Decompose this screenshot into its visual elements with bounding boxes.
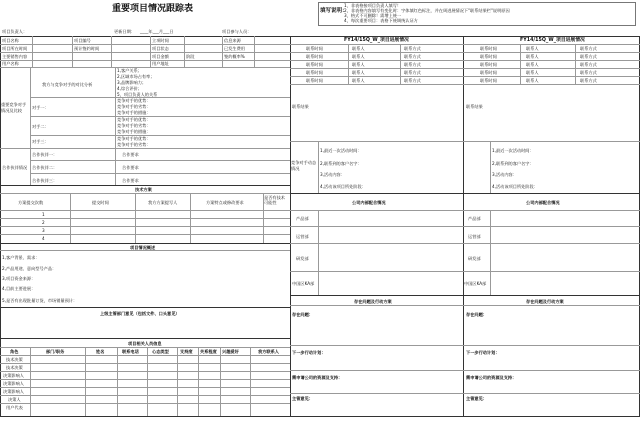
competitor-item: 3,品牌影响力；	[117, 80, 147, 85]
tech-col: 方案提交次数	[18, 200, 44, 205]
grid-line	[0, 193, 290, 194]
partner-item[interactable]: 合作伙伴二：	[32, 165, 58, 170]
period-col-time: 联系时间	[306, 54, 323, 59]
period-col-person: 联系人	[352, 78, 365, 83]
grid-line	[290, 393, 640, 394]
frame-line	[0, 36, 640, 37]
background-item[interactable]: 4,目前主要进展：	[2, 286, 36, 291]
coop-row: 产品部	[468, 216, 481, 221]
partner-req: 合作要求	[122, 165, 139, 170]
grid-line	[0, 44, 290, 45]
follow-item[interactable]: 3,活动内容：	[320, 172, 345, 177]
contact-role: 技术决策	[6, 357, 23, 362]
coop-row: 中国区KA部	[292, 281, 315, 286]
grid-line	[184, 36, 185, 67]
grid-line	[290, 141, 640, 142]
contact-role: 技术决策	[6, 365, 23, 370]
follow-item[interactable]: 2,联系到的客户名字：	[320, 161, 362, 166]
date-label: 更新日期：	[114, 29, 135, 34]
grid-line	[111, 36, 112, 67]
contacts-col: 姓名	[96, 349, 105, 354]
field-label: 已发生费用	[224, 46, 245, 51]
period-col-method: 联系方式	[404, 70, 421, 75]
grid-line	[30, 116, 290, 117]
competitor-item: 2,区域市场占有率；	[117, 74, 155, 79]
grid-line	[290, 52, 640, 53]
competitor-detail: 竞争对手的措施：	[117, 110, 151, 115]
competitor-item: 4,综合评价；	[117, 86, 142, 91]
tech-row: 1	[42, 212, 45, 217]
competitor-item: 1,客户关系；	[117, 68, 142, 73]
grid-line	[290, 44, 640, 45]
grid-line	[0, 403, 290, 404]
grid-line	[575, 44, 576, 84]
coop-row: 产品部	[296, 216, 309, 221]
grid-line	[348, 44, 349, 84]
grid-line	[0, 226, 290, 227]
field-label: 用户地址	[152, 61, 169, 66]
grid-line	[0, 52, 290, 53]
issues-support[interactable]: 需申请公司的资源及支持：	[466, 375, 517, 380]
period-col-method: 联系方式	[580, 54, 597, 59]
grid-line	[0, 379, 290, 380]
follow-item[interactable]: 3,活动内容：	[492, 172, 517, 177]
period-col-method: 联系方式	[404, 62, 421, 67]
follow-item[interactable]: 4,活动该项目所处阶段：	[492, 184, 538, 189]
tech-row: 2	[42, 220, 45, 225]
issues-lead[interactable]: 主管意见：	[466, 396, 487, 401]
field-label: 立项时间	[152, 38, 169, 43]
grid-line	[30, 160, 290, 161]
contacts-title: 项目相关人员信息	[128, 341, 162, 346]
owner-label[interactable]: 项目负责人：	[2, 29, 28, 34]
grid-line	[290, 305, 640, 306]
instruction-line: 4，每次重要项目：表格下统调统认证方	[344, 18, 418, 23]
grid-line	[30, 347, 31, 416]
period-col-person: 联系人	[526, 78, 539, 83]
coop-row: 研发部	[468, 256, 481, 261]
field-label: 项目所在时间	[2, 46, 28, 51]
issues-support[interactable]: 需申请公司的资源及支持：	[292, 375, 343, 380]
grid-line	[0, 307, 290, 308]
grid-line	[290, 76, 640, 77]
competitor-name[interactable]: 对手一：	[32, 105, 49, 110]
competitor-side-label: 重要竞争对手情况及比较	[1, 102, 27, 113]
coop-title: 公司内部配合情况	[526, 200, 560, 205]
tech-row: 3	[42, 228, 45, 233]
tech-col: 提交时间	[92, 200, 109, 205]
period-col-time: 联系时间	[480, 54, 497, 59]
period-col-person: 联系人	[352, 54, 365, 59]
grid-line	[147, 347, 148, 416]
field-label: 用户名称	[2, 61, 19, 66]
opinion-title: 上级主管部门意见（包括文件、口头意见）	[100, 311, 180, 316]
grid-line	[0, 363, 290, 364]
grid-line	[220, 347, 221, 416]
grid-line	[318, 210, 319, 295]
contact-role: 决策影响人	[3, 381, 24, 386]
grid-line	[290, 193, 640, 194]
grid-line	[0, 234, 290, 235]
coop-row: 运营部	[296, 234, 309, 239]
period-col-person: 联系人	[526, 70, 539, 75]
contact-role: 用户代表	[6, 405, 23, 410]
competitor-analysis: 我方与竞争对手的对比分析	[42, 82, 93, 87]
grid-line	[290, 370, 640, 371]
contacts-col: 心态类型	[152, 349, 169, 354]
grid-line	[177, 347, 178, 416]
issues-next[interactable]: 下一步行动计划：	[292, 350, 326, 355]
period-col-method: 联系方式	[580, 62, 597, 67]
period-col-person: 联系人	[352, 62, 365, 67]
grid-line	[0, 67, 290, 68]
contacts-col: 关系程度	[200, 349, 217, 354]
competitor-detail: 竞争对手的优势：	[117, 117, 151, 122]
field-label: 主要销售内容	[2, 54, 28, 59]
grid-line	[290, 295, 640, 296]
contact-role: 决策影响人	[3, 389, 24, 394]
field-label: 项目编号	[74, 38, 91, 43]
issues-problem[interactable]: 存在问题：	[466, 312, 487, 317]
instruction-line: 3，格式不可删除！需增上统一	[344, 13, 402, 18]
grid-line	[290, 226, 640, 227]
grid-line	[30, 173, 290, 174]
issues-title: 存在问题及行动方案	[354, 299, 392, 304]
grid-line	[72, 36, 73, 67]
grid-line	[0, 250, 290, 251]
grid-line	[520, 44, 521, 84]
grid-line	[115, 67, 116, 185]
period-col-method: 联系方式	[580, 78, 597, 83]
tech-col: 是否有技术可能性	[264, 195, 285, 205]
grid-line	[290, 68, 640, 69]
competitor-detail: 竞争对手的措施：	[117, 129, 151, 134]
contacts-col: 兴趣爱好	[222, 349, 239, 354]
grid-line	[0, 387, 290, 388]
grid-line	[32, 36, 33, 67]
period-col-method: 联系方式	[404, 46, 421, 51]
page-title: 重要项目情况跟踪表	[112, 4, 194, 14]
background-item[interactable]: 3,项目资金来源：	[2, 276, 36, 281]
coop-row: 研发部	[296, 256, 309, 261]
grid-line	[117, 347, 118, 416]
competitor-item: 5，项目负责人的关系	[117, 92, 158, 97]
period-col-time: 联系时间	[306, 62, 323, 67]
period-col-time: 联系时间	[306, 70, 323, 75]
period-col-time: 联系时间	[480, 78, 497, 83]
period-col-time: 联系时间	[480, 62, 497, 67]
grid-line	[0, 218, 290, 219]
competitor-detail: 竞争对手的劣势：	[117, 104, 151, 109]
competitor-name[interactable]: 对手二：	[32, 124, 49, 129]
participants-label[interactable]: 项目参与人员：	[222, 29, 252, 34]
tech-title: 技术方案	[135, 187, 152, 192]
field-label: 阶段	[186, 54, 195, 59]
field-label: 签约概率%	[224, 54, 245, 59]
instruction-line: 2，非表格内容填写有变化时：字体填红色标注，并在周进展情况下"联系结果栏"说明原因	[344, 8, 510, 13]
tech-col: 我方方案提写人	[148, 200, 178, 205]
background-item[interactable]: 2,产品用途、意向型号产品：	[2, 266, 57, 271]
contacts-col: 支持度	[180, 349, 193, 354]
period-col-time: 联系时间	[306, 78, 323, 83]
grid-line	[290, 84, 640, 85]
grid-line	[222, 36, 223, 67]
grid-line	[0, 347, 290, 348]
field-label: 项目状态	[152, 46, 169, 51]
partner-item[interactable]: 合作伙伴三：	[32, 178, 58, 183]
period-col-person: 联系人	[352, 46, 365, 51]
grid-line	[0, 60, 290, 61]
field-label: 项目金额	[152, 54, 169, 59]
period-col-time: 联系时间	[480, 46, 497, 51]
period-col-person: 联系人	[352, 70, 365, 75]
grid-line	[0, 395, 290, 396]
grid-line	[0, 243, 290, 244]
grid-line	[290, 243, 640, 244]
competitor-name[interactable]: 对手三：	[32, 139, 49, 144]
grid-line	[30, 97, 290, 98]
grid-line	[30, 135, 290, 136]
field-label: 预计签约时间	[74, 46, 100, 51]
partner-req: 合作要求	[122, 152, 139, 157]
grid-line	[490, 141, 491, 193]
grid-line	[250, 347, 251, 416]
background-item[interactable]: 5,是否有出现批量订货，市场销量预计：	[2, 298, 78, 303]
frame-line	[0, 416, 640, 417]
grid-line	[400, 44, 401, 84]
partner-item[interactable]: 合作伙伴一：	[32, 152, 58, 157]
period-right-title: FY14/15Q_W_项目进展情况	[520, 38, 585, 43]
period-col-method: 联系方式	[580, 46, 597, 51]
field-label: 信息来源	[224, 38, 241, 43]
grid-line	[318, 141, 319, 193]
follow-item[interactable]: 2,联系到的客户名字：	[492, 161, 534, 166]
field-label: 项目名称	[2, 38, 19, 43]
grid-line	[290, 210, 640, 211]
date-value[interactable]: ____年___月___日	[140, 29, 174, 34]
period-col-method: 联系方式	[404, 78, 421, 83]
period-left-title: FY14/15Q_W_项目进展情况	[344, 38, 409, 43]
issues-problem[interactable]: 存在问题：	[292, 312, 313, 317]
contact-role: 决策影响人	[3, 373, 24, 378]
period-col-method: 联系方式	[580, 70, 597, 75]
contacts-col: 我方联系人	[258, 349, 279, 354]
contacts-col: 部门/职务	[46, 349, 65, 354]
contact-role: 决策人	[8, 397, 21, 402]
competitor-detail: 竞争对手的优势：	[117, 98, 151, 103]
grid-line	[150, 36, 151, 67]
issues-title: 存在问题及行动方案	[526, 299, 564, 304]
grid-line	[290, 271, 640, 272]
grid-line	[0, 371, 290, 372]
period-result[interactable]: 联系结果	[292, 104, 309, 109]
period-col-method: 联系方式	[404, 54, 421, 59]
coop-title: 公司内部配合情况	[352, 200, 386, 205]
follow-item[interactable]: 1,最近一次活动时间：	[492, 148, 534, 153]
tech-row: 4	[42, 236, 45, 241]
grid-line	[0, 338, 290, 339]
background-item[interactable]: 1,客户背景、需求：	[2, 255, 40, 260]
competitor-detail: 竞争对手的劣势：	[117, 123, 151, 128]
background-title: 项目情况概述	[130, 245, 156, 250]
period-col-time: 联系时间	[480, 70, 497, 75]
issues-next[interactable]: 下一步行动计划：	[466, 350, 500, 355]
coop-row: 运营部	[468, 234, 481, 239]
grid-line	[30, 67, 31, 185]
period-result[interactable]: 联系结果	[466, 104, 483, 109]
competitor-detail: 竞争对手的优势：	[117, 136, 151, 141]
contacts-col: 角色	[10, 349, 19, 354]
coop-row: 中国区KA部	[464, 281, 487, 286]
follow-side-label: 竞争对手动态情况	[291, 160, 317, 171]
grid-line	[254, 36, 255, 67]
period-col-person: 联系人	[526, 46, 539, 51]
grid-line	[0, 185, 290, 186]
contacts-col: 联系电话	[122, 349, 139, 354]
grid-line	[0, 210, 290, 211]
period-col-person: 联系人	[526, 62, 539, 67]
instructions-label: 填写说明：	[320, 8, 348, 14]
issues-lead[interactable]: 主管意见：	[292, 396, 313, 401]
period-col-person: 联系人	[526, 54, 539, 59]
follow-item[interactable]: 4,活动该项目所处阶段：	[320, 184, 366, 189]
partner-req: 合作要求	[122, 178, 139, 183]
grid-line	[0, 355, 290, 356]
grid-line	[0, 148, 290, 149]
grid-line	[290, 60, 640, 61]
grid-line	[290, 345, 640, 346]
grid-line	[85, 347, 86, 416]
grid-line	[198, 347, 199, 416]
competitor-detail: 竞争对手的劣势：	[117, 142, 151, 147]
partner-side-label: 合作伙伴情况	[2, 165, 28, 170]
grid-line	[490, 210, 491, 295]
tech-col: 方案特点或修改要求	[206, 200, 244, 205]
follow-item[interactable]: 1,最近一次活动时间：	[320, 148, 362, 153]
period-col-time: 联系时间	[306, 46, 323, 51]
instruction-line: 1，非表格接项目负责人填写！	[344, 3, 402, 8]
